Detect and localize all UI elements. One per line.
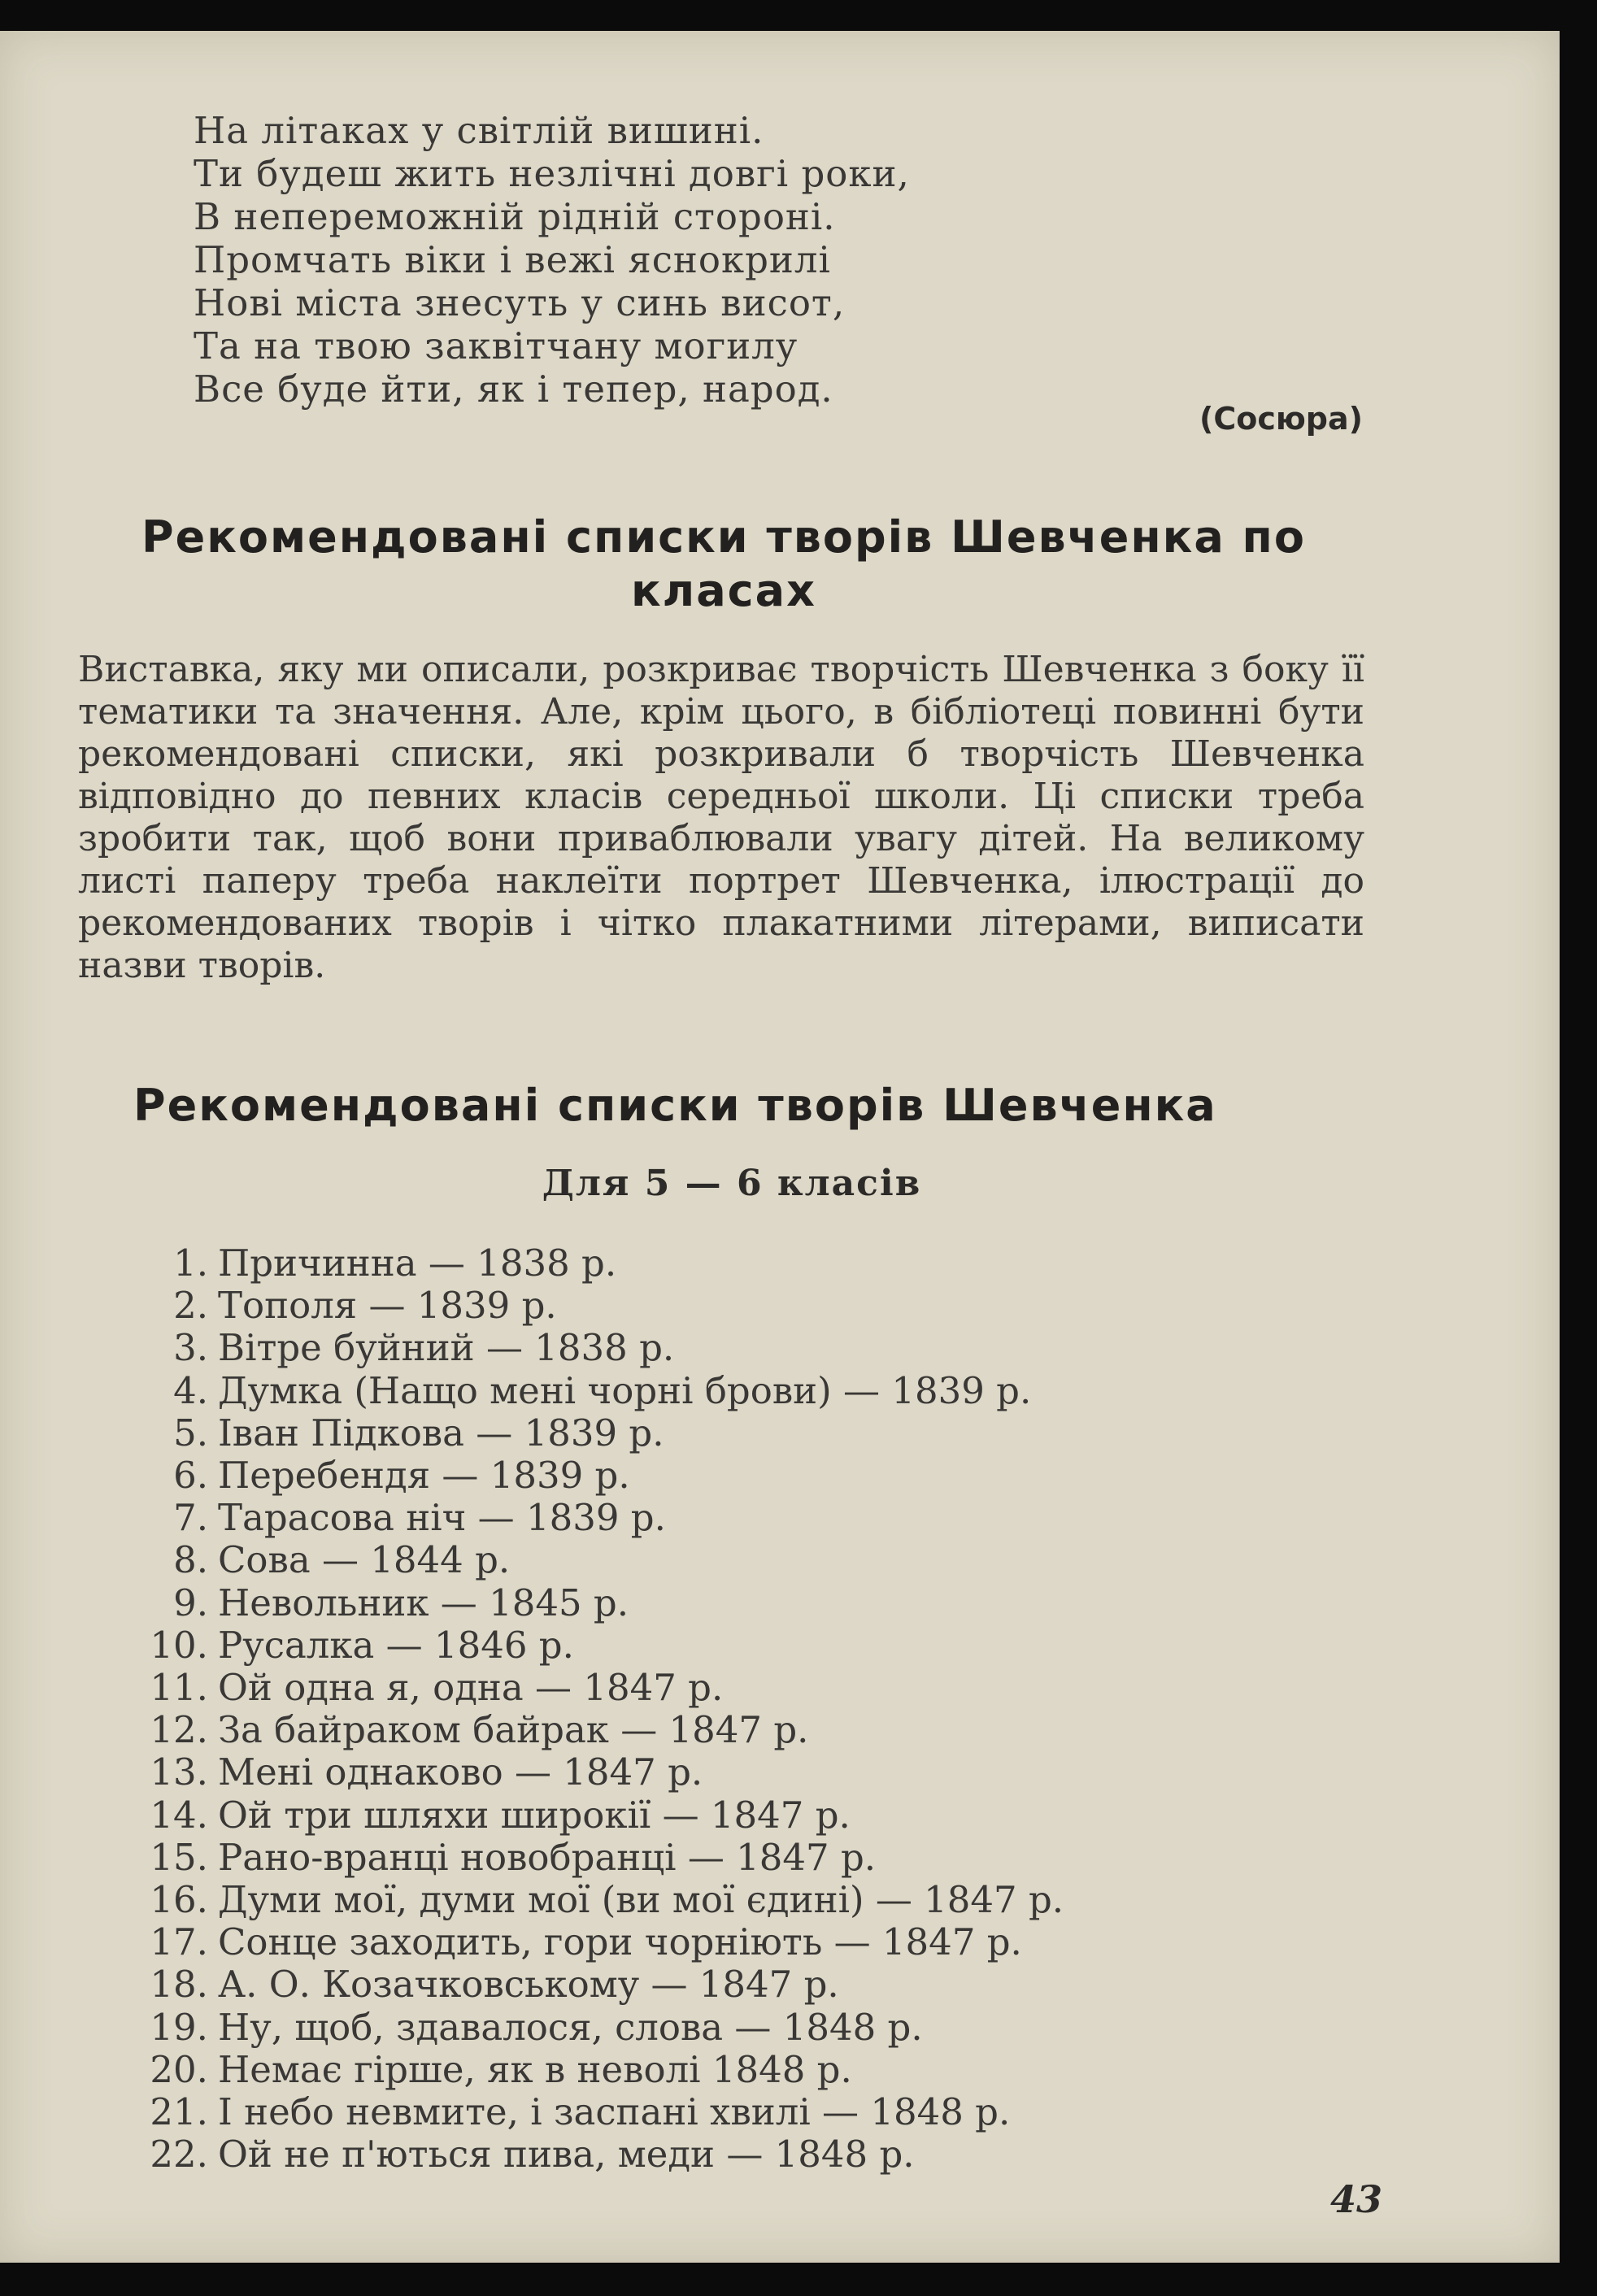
list-item-text: А. О. Козачковському — 1847 р. [218, 1963, 839, 2007]
body-paragraph: Виставка, яку ми описали, розкриває творчість Шевченка з боку її тематики та значення. Але, крім цього, в бібліотеці повинні бути рекомендовані списки, які розкривали б творчість Шевченка відповідно до певних класів середньої школи. Ці списки треба зробити так, щоб вони приваблювали увагу дітей. На великому листі паперу треба наклеїти портрет Шевченка, ілюстрації до рекомендованих творів і чітко плакатними літерами, виписати назви творів. [78, 649, 1364, 986]
list-item-text: Думи мої, думи мої (ви мої єдині) — 1847 р. [218, 1878, 1064, 1922]
list-item-number: 21. [150, 2090, 208, 2134]
list-item-text: Тополя — 1839 р. [218, 1284, 557, 1328]
book-page [0, 31, 1560, 2263]
list-item [122, 1709, 1064, 1751]
list-item-text: Ну, щоб, здавалося, слова — 1848 р. [218, 2005, 923, 2049]
list-item [122, 2133, 1064, 2176]
list-item [122, 1327, 1064, 1369]
list-item-number: 14. [150, 1793, 208, 1837]
list-item [122, 1412, 1064, 1455]
list-item-text: Немає гірше, як в неволі 1848 р. [218, 2047, 852, 2091]
list-item-number: 3. [173, 1326, 208, 1370]
list-item [122, 1242, 1064, 1285]
list-item [122, 1921, 1064, 1963]
list-item [122, 1582, 1064, 1624]
list-item-number: 15. [150, 1835, 208, 1879]
list-item [122, 1455, 1064, 1497]
poem-line: Промчать віки і вежі яснокрилі [194, 238, 831, 281]
list-item-number: 19. [150, 2005, 208, 2049]
poem-excerpt [194, 109, 910, 411]
list-item-number: 1. [173, 1241, 208, 1285]
list-item-text: Іван Підкова — 1839 р. [218, 1411, 664, 1455]
list-item-number: 13. [150, 1750, 208, 1794]
list-item-text: Причинна — 1838 р. [218, 1241, 617, 1285]
list-item-number: 22. [150, 2133, 208, 2176]
list-item [122, 2091, 1064, 2133]
poem-line: Ти будеш жить незлічні довгі роки, [194, 152, 910, 195]
list-item [122, 1751, 1064, 1794]
list-item-text: Перебендя — 1839 р. [218, 1454, 630, 1498]
list-subheading: Для 5 — 6 класів [542, 1163, 922, 1204]
list-item [122, 1370, 1064, 1412]
list-item-number: 20. [150, 2047, 208, 2091]
list-item-number: 16. [150, 1878, 208, 1922]
list-item-text: Ой одна я, одна — 1847 р. [218, 1666, 724, 1710]
list-item-number: 18. [150, 1963, 208, 2007]
section-heading-by-class [73, 511, 1374, 618]
list-item-text: За байраком байрак — 1847 р. [218, 1708, 809, 1752]
poem-line: На літаках у світлій вишині. [194, 109, 764, 152]
list-item-text: Рано-вранці новобранці — 1847 р. [218, 1835, 877, 1879]
list-item-text: І небо невмите, і заспані хвилі — 1848 р. [218, 2090, 1011, 2134]
list-item [122, 2049, 1064, 2091]
list-item-number: 2. [173, 1284, 208, 1328]
list-item [122, 1539, 1064, 1581]
list-item-text: Думка (Нащо мені чорні брови) — 1839 р. [218, 1368, 1032, 1412]
list-item-number: 11. [150, 1666, 208, 1710]
list-item-text: Сонце заходить, гори чорніють — 1847 р. [218, 1920, 1022, 1964]
list-item-number: 9. [173, 1581, 208, 1624]
list-item [122, 1497, 1064, 1539]
section-heading-recommended-lists: Рекомендовані списки творів Шевченка [133, 1080, 1217, 1131]
list-item-text: Вітре буйний — 1838 р. [218, 1326, 675, 1370]
list-item-text: Тарасова ніч — 1839 р. [218, 1496, 666, 1540]
list-item-text: Невольник — 1845 р. [218, 1581, 629, 1624]
list-item [122, 1963, 1064, 2006]
heading-line: Рекомендовані списки творів Шевченка по [141, 511, 1306, 563]
list-item-number: 7. [173, 1496, 208, 1540]
works-list [122, 1242, 1064, 2176]
list-item-number: 17. [150, 1920, 208, 1964]
list-item-text: Сова — 1844 р. [218, 1538, 511, 1582]
list-item-number: 12. [150, 1708, 208, 1752]
list-item [122, 1667, 1064, 1709]
list-item [122, 1837, 1064, 1879]
poem-attribution: (Сосюра) [1199, 401, 1363, 437]
poem-line: В непереможній рідній стороні. [194, 195, 836, 238]
page-number: 43 [1329, 2177, 1382, 2221]
poem-line: Та на твою заквітчану могилу [194, 324, 798, 367]
list-item [122, 1624, 1064, 1667]
list-item-text: Ой не п'ються пива, меди — 1848 р. [218, 2133, 915, 2176]
heading-line: класах [631, 565, 816, 616]
list-item-number: 5. [173, 1411, 208, 1455]
list-item-text: Мені однаково — 1847 р. [218, 1750, 703, 1794]
poem-line: Все буде йти, як і тепер, народ. [194, 367, 833, 411]
list-item-number: 8. [173, 1538, 208, 1582]
list-item [122, 1285, 1064, 1327]
list-item-text: Ой три шляхи широкії — 1847 р. [218, 1793, 851, 1837]
list-item [122, 1794, 1064, 1837]
list-item-number: 6. [173, 1454, 208, 1498]
list-item [122, 2007, 1064, 2049]
list-item-number: 10. [150, 1623, 208, 1667]
list-item-number: 4. [173, 1368, 208, 1412]
list-item-text: Русалка — 1846 р. [218, 1623, 574, 1667]
list-item [122, 1879, 1064, 1921]
poem-line: Нові міста знесуть у синь висот, [194, 281, 846, 324]
